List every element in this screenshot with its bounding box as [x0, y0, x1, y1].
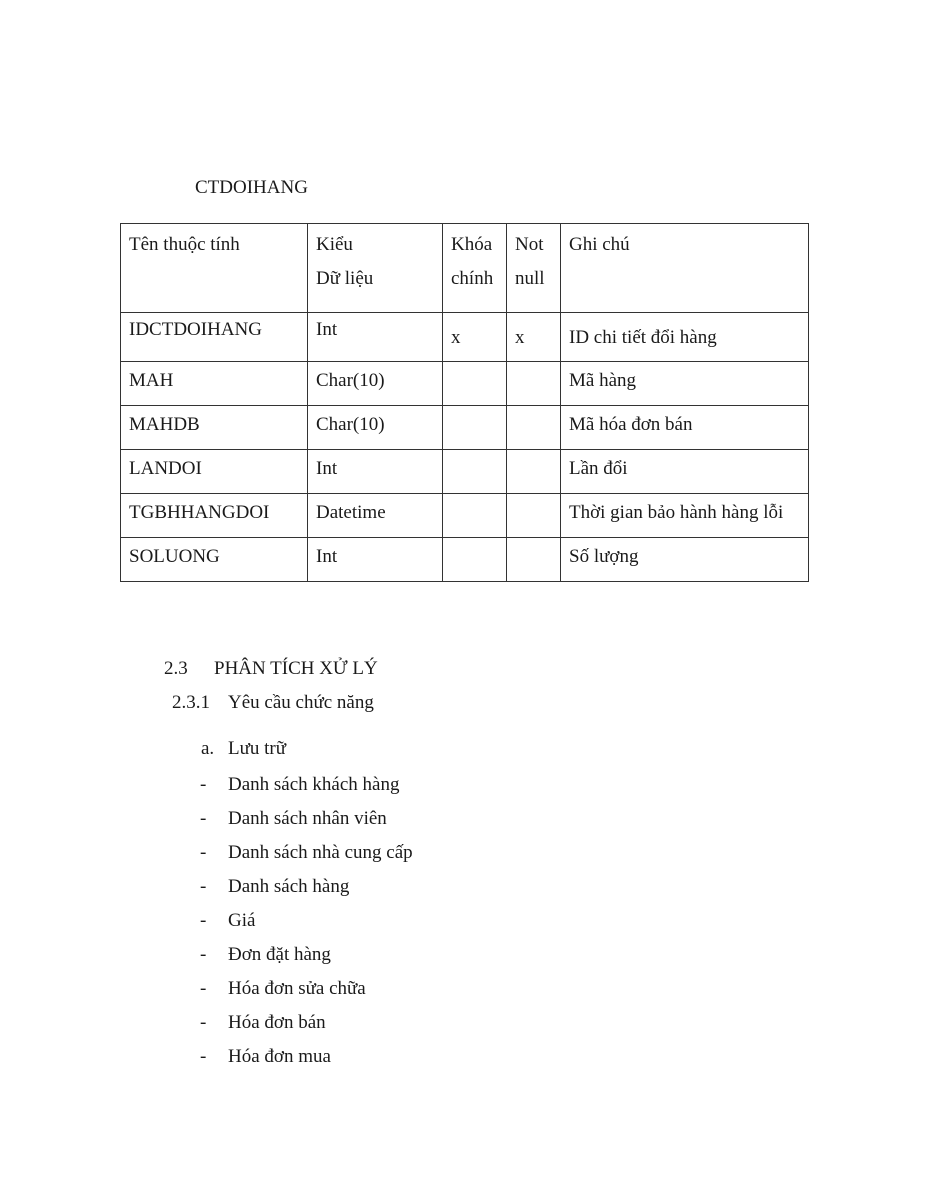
table-row: [121, 494, 809, 538]
cell-name: MAHDB: [121, 406, 308, 450]
list-item: - Hóa đơn mua: [198, 1044, 413, 1078]
cell-primary-key: [443, 362, 507, 406]
cell-not-null: [507, 494, 561, 538]
list-label-text: Lưu trữ: [228, 738, 287, 759]
cell-note: Lần đổi: [561, 450, 809, 494]
dash-bullet: -: [200, 808, 207, 829]
cell-type: Int: [308, 450, 443, 494]
cell-type: Char(10): [308, 362, 443, 406]
cell-primary-key: [443, 450, 507, 494]
list-item: - Đơn đặt hàng: [198, 942, 413, 976]
section-number: 2.3: [164, 658, 188, 679]
cell-not-null: [507, 538, 561, 582]
cell-name: SOLUONG: [121, 538, 308, 582]
list-item: - Danh sách nhân viên: [198, 806, 413, 840]
header-not-null: Not null: [507, 224, 561, 313]
dash-bullet: -: [200, 910, 207, 931]
table-row: [121, 538, 809, 582]
cell-primary-key: [443, 538, 507, 582]
table-title: CTDOIHANG: [195, 177, 308, 198]
cell-primary-key: [443, 494, 507, 538]
cell-note: Số lượng: [561, 538, 809, 582]
list-item: - Danh sách hàng: [198, 874, 413, 908]
cell-note: Mã hàng: [561, 362, 809, 406]
cell-note: ID chi tiết đổi hàng: [561, 313, 809, 362]
list-label-number: a.: [201, 738, 215, 759]
cell-not-null: [507, 450, 561, 494]
header-data-type: Kiểu Dữ liệu: [308, 224, 443, 313]
table-row: [121, 406, 809, 450]
subsection-number: 2.3.1: [172, 692, 210, 713]
list-item: - Hóa đơn bán: [198, 1010, 413, 1044]
dash-bullet: -: [200, 1046, 207, 1067]
dash-bullet: -: [200, 1012, 207, 1033]
list-item: - Danh sách khách hàng: [198, 772, 413, 806]
cell-name: LANDOI: [121, 450, 308, 494]
cell-name: MAH: [121, 362, 308, 406]
cell-note: Thời gian bảo hành hàng lỗi: [561, 494, 809, 538]
cell-not-null: x: [507, 313, 561, 362]
cell-type: Datetime: [308, 494, 443, 538]
cell-note: Mã hóa đơn bán: [561, 406, 809, 450]
list-label: [201, 738, 286, 760]
dash-bullet: -: [200, 978, 207, 999]
attribute-table: [120, 223, 809, 582]
dash-bullet: -: [200, 774, 207, 795]
subsection-title: Yêu cầu chức năng: [228, 692, 374, 713]
table-row: [121, 362, 809, 406]
list-item: - Giá: [198, 908, 413, 942]
header-primary-key: Khóa chính: [443, 224, 507, 313]
cell-not-null: [507, 406, 561, 450]
cell-type: Char(10): [308, 406, 443, 450]
list-item: - Danh sách nhà cung cấp: [198, 840, 413, 874]
cell-not-null: [507, 362, 561, 406]
header-note: Ghi chú: [561, 224, 809, 313]
dash-bullet: -: [200, 944, 207, 965]
cell-type: Int: [308, 313, 443, 362]
cell-type: Int: [308, 538, 443, 582]
cell-name: IDCTDOIHANG: [121, 313, 308, 362]
cell-primary-key: x: [443, 313, 507, 362]
cell-name: TGBHHANGDOI: [121, 494, 308, 538]
list-item: - Hóa đơn sửa chữa: [198, 976, 413, 1010]
header-attribute-name: Tên thuộc tính: [121, 224, 308, 313]
dash-bullet: -: [200, 876, 207, 897]
dash-bullet: -: [200, 842, 207, 863]
table-row: [121, 450, 809, 494]
table-header-row: [121, 224, 809, 313]
section-heading: [164, 658, 378, 680]
storage-list: [198, 772, 413, 1078]
cell-primary-key: [443, 406, 507, 450]
section-title: PHÂN TÍCH XỬ LÝ: [214, 658, 378, 679]
subsection-heading: [172, 692, 374, 714]
table-row: [121, 313, 809, 362]
